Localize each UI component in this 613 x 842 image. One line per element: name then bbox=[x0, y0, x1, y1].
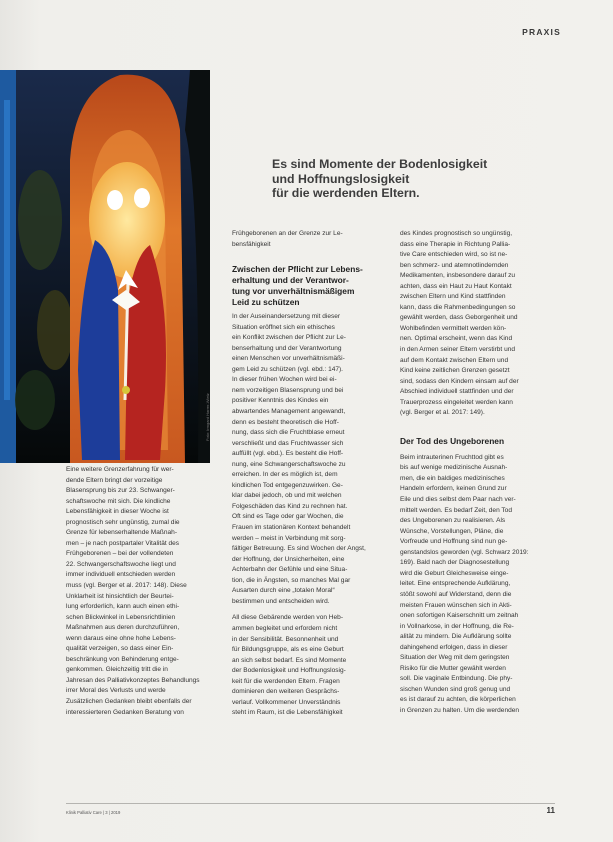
text-line: Beim intrauterinen Fruchttod gibt es bbox=[400, 453, 504, 461]
photo-credit: Foto: Irmgard Harrer-Wietz bbox=[205, 393, 210, 441]
text-line: in den Armen seiner Eltern verstirbt und bbox=[400, 346, 515, 354]
text-line: in der Sensibilität. Besonnenheit und bbox=[232, 635, 339, 643]
text-line: muss (vgl. Berger et al. 2017: 148). Diese bbox=[66, 582, 187, 590]
text-line: Abschied individuell stattfinden und der bbox=[400, 388, 514, 396]
subheading-line: Der Tod des Ungeborenen bbox=[400, 435, 505, 446]
text-line: leitet. Eine entsprechende Aufklärung, bbox=[400, 580, 511, 588]
text-line: meisten Frauen wünschen sich in Akti- bbox=[400, 601, 512, 609]
text-line: achten, dass ein Haut zu Haut Kontakt bbox=[400, 282, 512, 290]
text-line: Oft sind es Tage oder gar Wochen, die bbox=[232, 513, 344, 521]
text-line: nung, eine Schwangerschaftswoche zu bbox=[232, 460, 346, 468]
journal-footer: Klinik Palliativ Care | 3 | 2019 bbox=[66, 810, 121, 815]
text-line: Risiko für die Mutter gewählt werden bbox=[400, 664, 506, 672]
text-line: fältiger Betreuung. Es sind Wochen der Angst, bbox=[232, 545, 366, 553]
column-right bbox=[400, 229, 555, 717]
text-line: für Bildungsgruppe, als es eine Geburt bbox=[232, 646, 344, 654]
text-line: des Ungeborenen zu realisieren. Als bbox=[400, 517, 506, 525]
text-line: qualität verzeigen, so dass einer Ein- bbox=[66, 645, 174, 653]
text-line: des Kindes prognostisch so ungünstig, bbox=[400, 230, 513, 237]
text-line: 22. Schwangerschaftswoche liegt und bbox=[66, 560, 176, 568]
text-line: irrer Moral des Verlusts und werde bbox=[66, 687, 166, 695]
text-line: interessierteren Gedanken Beratung von bbox=[66, 708, 184, 716]
text-line: positiver Kenntnis des Kindes ein bbox=[232, 397, 329, 405]
text-line: dass eine Therapie in Richtung Pallia- bbox=[400, 240, 511, 248]
text-line: der Bodenlosigkeit und Hoffnungslosig- bbox=[232, 667, 346, 675]
text-line: Ausarten durch eine „totalen Moral“ bbox=[232, 587, 335, 595]
text-line: All diese Gebärende werden von Heb- bbox=[232, 614, 343, 622]
text-line: kindlichen Tod entgegenzuwirken. Ge- bbox=[232, 481, 343, 489]
text-line: der Hoffnung, der Unsicherheiten, eine bbox=[232, 555, 345, 563]
text-line: Frühgeborenen an der Grenze zur Le- bbox=[232, 230, 343, 237]
text-line: Eile und dies selbst dem Paar nach ver- bbox=[400, 496, 516, 504]
text-line: zwischen Eltern und Kind stattfinden bbox=[400, 293, 506, 301]
text-line: immer individuell entschieden werden bbox=[66, 571, 176, 579]
column-middle bbox=[232, 229, 385, 719]
text-line: abwartendes Management angewandt, bbox=[232, 408, 346, 416]
text-line: beschränkung von Behinderung entge- bbox=[66, 655, 179, 663]
text-line: bensfähigkeit bbox=[232, 240, 271, 248]
text-line: verschließt und das Fruchtwasser sich bbox=[232, 439, 344, 447]
text-line: Maßnahmen aus deren durchzuführen, bbox=[66, 624, 180, 632]
text-line: genkommen. Gleichzeitig tritt die in bbox=[66, 666, 168, 674]
text-line: stößt sowohl auf Widerstand, denn die bbox=[400, 590, 512, 598]
text-line: Unklarheit ist hinsichtlich der Beurtei- bbox=[66, 592, 174, 600]
text-line: dahingehend erfolgen, dass in dieser bbox=[400, 643, 508, 651]
text-line: es ist darauf zu achten, die körperlichen bbox=[400, 696, 516, 704]
subheading-line: tung vor unverhältnismäßigem bbox=[232, 286, 355, 297]
text-line: Grenze für lebenserhaltende Maßnah- bbox=[66, 529, 177, 537]
text-line: alität zu mindern. Die Aufklärung sollte bbox=[400, 633, 512, 641]
text-line: verlauf. Vollkommener Unverständnis bbox=[232, 698, 341, 706]
text-line: erreichen. In der es möglich ist, dem bbox=[232, 471, 338, 479]
text-line: Lebensfähigkeit in dieser Woche ist bbox=[66, 508, 169, 516]
subheading-line: Leid zu schützen bbox=[232, 297, 300, 308]
text-line: gem Leid zu schützen (vgl. ebd.: 147). bbox=[232, 365, 343, 373]
page-number: 11 bbox=[546, 806, 555, 815]
text-line: Jahresan des Palliativkonzeptes Behandlungs bbox=[66, 676, 200, 684]
column-left bbox=[66, 465, 218, 718]
text-line: tion, die in Ängsten, so manches Mal gar bbox=[232, 576, 351, 584]
footer-divider bbox=[66, 803, 555, 804]
subheading-line: Zwischen der Pflicht zur Lebens- bbox=[232, 264, 363, 275]
text-line: denn es besteht theoretisch die Hoff- bbox=[232, 418, 339, 426]
text-line: schen Blickwinkel in Lebensrichtlinien bbox=[66, 613, 176, 621]
text-line: dende Eltern bringt der vorzeitige bbox=[66, 476, 163, 484]
text-line: Trauerprozess eingeleitet werden kann bbox=[400, 398, 513, 406]
text-line: auf dem Kontakt zwischen Eltern und bbox=[400, 356, 509, 364]
text-line: mittelt werden. Es bedarf Zeit, den Tod bbox=[400, 506, 512, 514]
text-line: Achterbahn der Gefühle und eine Situa- bbox=[232, 566, 348, 574]
text-line: Folgeschäden das Kind zu rechnen hat. bbox=[232, 502, 348, 510]
text-line: genstandslos geworden (vgl. Schwarz 2019: bbox=[400, 548, 529, 556]
text-line: sind, sodass den Kindern einsam auf der bbox=[400, 377, 519, 385]
text-line: men, die ein baldiges medizinisches bbox=[400, 474, 505, 482]
text-line: wird die Geburt Gleichesweise einge- bbox=[400, 569, 509, 577]
text-line: bis auf wenige medizinische Ausnah- bbox=[400, 464, 508, 472]
pull-quote-line: und Hoffnungslosigkeit bbox=[272, 171, 410, 186]
text-line: sischen Wunden sind groß genug und bbox=[400, 685, 511, 693]
text-line: einen Menschen vor unverhältnismäßi- bbox=[232, 355, 345, 363]
text-line: Zusätzlichen Gedanken bleibt ebenfalls der bbox=[66, 698, 192, 706]
text-line: soll. Die vaginale Entbindung. Die phy- bbox=[400, 675, 513, 683]
text-line: Situation eröffnet sich ein ethisches bbox=[232, 323, 335, 331]
text-line: schaftswoche mit sich. Die kindliche bbox=[66, 497, 171, 505]
text-line: ben schmerz- und atemnotlindernden bbox=[400, 261, 509, 269]
text-line: Medikamenten, insbesondere darauf zu bbox=[400, 272, 516, 280]
text-line: Situation der Weg mit dem geringsten bbox=[400, 654, 510, 662]
text-line: auffüllt (vgl. ebd.). Es besteht die Hoff- bbox=[232, 450, 344, 458]
painting-photo bbox=[0, 70, 210, 463]
text-line: Vorfreude und Hoffnung sind nun ge- bbox=[400, 538, 508, 546]
section-label: PRAXIS bbox=[522, 27, 561, 37]
text-line: ein Konflikt zwischen der Pflicht zur Le- bbox=[232, 334, 346, 342]
subheading bbox=[232, 264, 385, 308]
text-line: tive Care entschieden wird, so ist ne- bbox=[400, 251, 508, 259]
text-line: nung, dass sich die Fruchtblase erneut bbox=[232, 429, 345, 437]
text-line: Wünsche, Vorstellungen, Pläne, die bbox=[400, 527, 504, 535]
text-line: Frühgeborenen – bei der vollendeten bbox=[66, 550, 174, 558]
text-line: Eine weitere Grenzerfahrung für wer- bbox=[66, 466, 174, 473]
pull-quote-line: für die werdenden Eltern. bbox=[272, 186, 420, 200]
text-line: in Grenzen zu halten. Um die werdenden bbox=[400, 706, 520, 714]
text-line: nem vorzeitigen Blasensprung und bei bbox=[232, 386, 344, 394]
text-line: klar dabei jedoch, ob und mit welchen bbox=[232, 492, 342, 500]
text-line: Handeln erfordern, keinen Grund zur bbox=[400, 485, 507, 493]
text-line: Blasensprung bis zur 23. Schwanger- bbox=[66, 487, 175, 495]
text-line: prognostisch sehr ungünstig, zumal die bbox=[66, 518, 180, 526]
text-line: in Vollnarkose, in der Hoffnung, die Re- bbox=[400, 622, 514, 630]
text-line: dominieren den weiteren Gesprächs- bbox=[232, 688, 340, 696]
text-line: werden – meist in Verbindung mit sorg- bbox=[232, 534, 346, 542]
subheading-line: erhaltung und der Verantwor- bbox=[232, 275, 349, 286]
text-line: Kind keine zeitlichen Grenzen gesetzt bbox=[400, 367, 510, 375]
text-line: men – je nach postpartaler Vitalität des bbox=[66, 539, 180, 547]
pull-quote-line: Es sind Momente der Bodenlosigkeit bbox=[272, 157, 488, 171]
text-line: 169). Bald nach der Diagnosestellung bbox=[400, 559, 510, 567]
text-line: In der Auseinandersetzung mit dieser bbox=[232, 313, 341, 321]
text-line: kann, dass die Rahmenbedingungen so bbox=[400, 303, 516, 311]
text-line: lung erforderlich, kann auch einen ethi- bbox=[66, 603, 180, 611]
text-line: an sich selbst bedarf. Es sind Momente bbox=[232, 656, 347, 664]
pull-quote bbox=[272, 157, 572, 201]
text-line: (vgl. Berger et al. 2017: 149). bbox=[400, 409, 485, 417]
text-line: wenn daraus eine ohne hohe Lebens- bbox=[66, 634, 176, 642]
text-line: bestimmen und entscheiden wird. bbox=[232, 597, 330, 605]
text-line: nen. Optimal erscheint, wenn das Kind bbox=[400, 335, 513, 343]
text-line: keit für die werdenden Eltern. Fragen bbox=[232, 677, 340, 685]
text-line: ammen begleitet und erfordern nicht bbox=[232, 624, 338, 632]
text-line: steht im Raum, ist die Lebensfähigkeit bbox=[232, 709, 343, 717]
text-line: Wohlbefinden vermittelt werden kön- bbox=[400, 324, 507, 332]
subheading bbox=[400, 436, 555, 447]
text-line: Frauen im stationären Kontext behandelt bbox=[232, 524, 351, 532]
text-line: gewählt werden, dass Geborgenheit und bbox=[400, 314, 518, 322]
text-line: benserhaltung und der Verantwortung bbox=[232, 344, 342, 352]
text-line: In dieser frühen Wochen wird bei ei- bbox=[232, 376, 337, 384]
text-line: onen sofortigen Kaiserschnitt um zeitnah bbox=[400, 612, 519, 620]
